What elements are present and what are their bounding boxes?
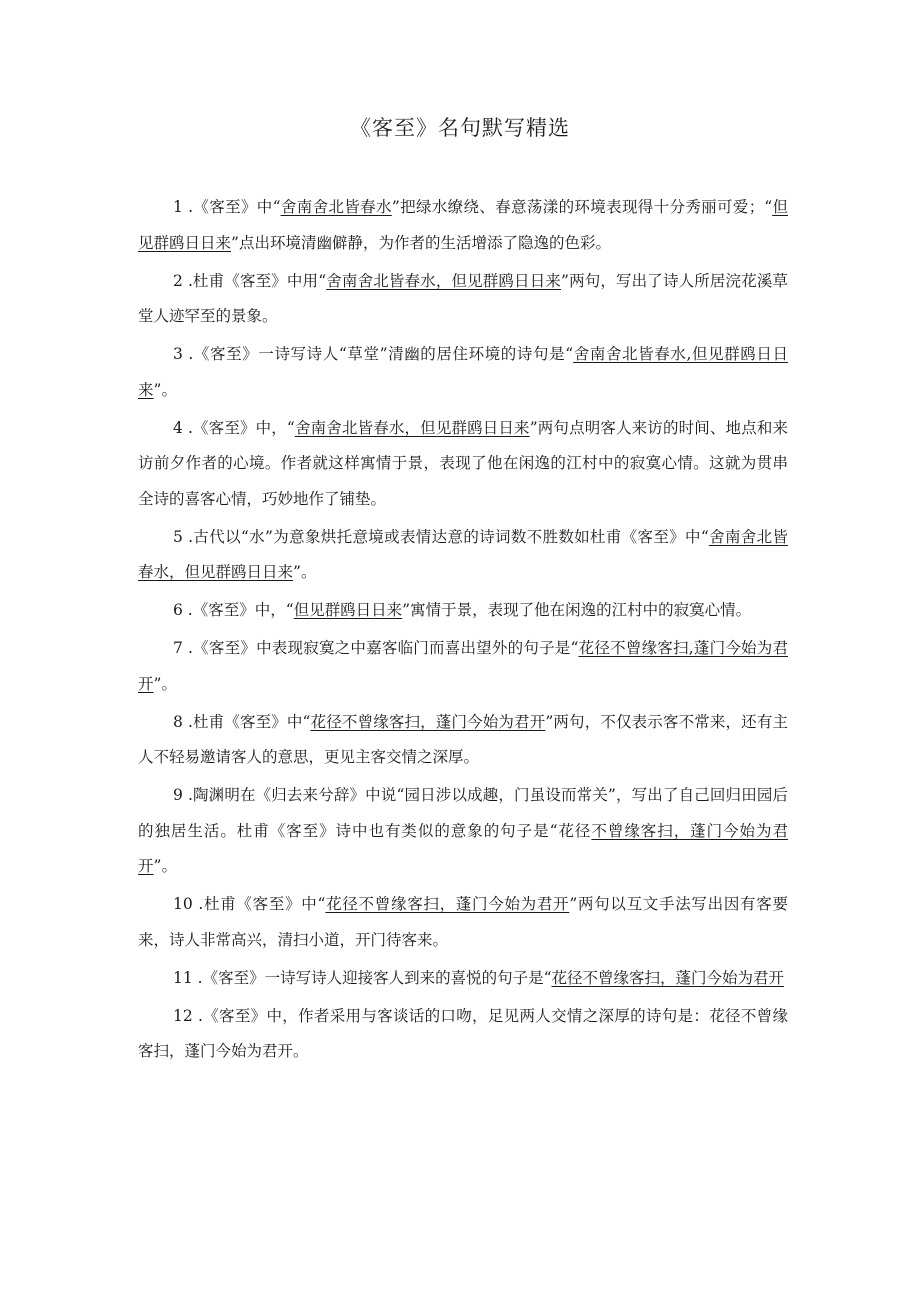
question-text: .《客至》中，“: [182, 601, 294, 619]
question-item: [138, 593, 788, 629]
question-text: .《客至》一诗写诗人“草堂”清幽的居住环境的诗句是“: [182, 345, 574, 363]
question-text: ”两句，写出了诗人所居浣花溪草堂人迹罕至的景象。: [138, 271, 788, 325]
answer-underlined: 但见群鸥日日来: [138, 198, 788, 252]
question-item: [138, 778, 788, 885]
answer-underlined: 不曾缘客扫，蓬门今始为君开: [138, 821, 788, 875]
question-text: ”两句以互文手法写出因有客要来，诗人非常高兴，清扫小道，开门待客来。: [138, 895, 788, 949]
answer-underlined: 舍南舍北皆春水，但见群鸥日日来: [294, 418, 530, 437]
question-number: 9: [173, 786, 183, 804]
question-number: 7: [173, 639, 183, 657]
question-number: 4: [173, 418, 183, 437]
question-text: .杜甫《客至》中用“: [182, 271, 327, 290]
answer-underlined: 舍南舍北皆春水，但见群鸥日日来: [326, 271, 561, 290]
question-text: .《客至》中“: [182, 198, 281, 216]
question-text: .《客至》中表现寂寞之中嘉客临门而喜出望外的句子是“: [182, 639, 579, 657]
question-text: ”。: [293, 563, 317, 581]
answer-underlined: 花径不曾缘客扫，蓬门今始为君开: [310, 712, 546, 731]
question-item: [138, 411, 788, 518]
question-text: ”。: [153, 380, 177, 399]
question-text: ”两句，不仅表示客不常来，还有主人不轻易邀请客人的意思，更见主客交情之深厚。: [138, 712, 788, 766]
answer-underlined: 花径不曾缘客扫，蓬门今始为君开: [551, 968, 785, 987]
question-item: [138, 337, 788, 408]
question-number: 11: [173, 968, 193, 987]
question-text: .古代以“水”为意象烘托意境或表情达意的诗词数不胜数如杜甫《客至》中“: [182, 527, 709, 546]
answer-underlined: 舍南舍北皆春水: [280, 198, 392, 216]
answer-underlined: 舍南舍北皆春水,但见群鸥日日来: [138, 345, 788, 399]
question-item: [138, 999, 788, 1070]
question-number: 8: [173, 712, 183, 731]
question-text: .《客至》中，作者采用与客谈话的口吻，足见两人交情之深厚的诗句是：花径不曾缘客扫，蓬门今始为君开。: [138, 1006, 788, 1060]
question-text: ”。: [153, 674, 177, 693]
question-text: ”寓情于景，表现了他在闲逸的江村中的寂寞心情。: [402, 601, 752, 619]
question-item: [138, 264, 788, 335]
question-list: [138, 190, 788, 1072]
question-number: 10: [173, 895, 193, 913]
question-text: ”。: [153, 857, 177, 875]
question-number: 6: [173, 601, 183, 619]
question-text: ”两句点明客人来访的时间、地点和来访前夕作者的心境。作者就这样寓情于景，表现了他在闲逸的江村中的寂寞心情。这就为贯串全诗的喜客心情，巧妙地作了铺垫。: [138, 418, 788, 508]
question-item: [138, 705, 788, 776]
question-text: .《客至》中，“: [182, 418, 295, 437]
answer-underlined: 花径不曾缘客扫,蓬门今始为君开: [138, 639, 788, 693]
question-number: 3: [173, 345, 183, 363]
question-text: .杜甫《客至》中“: [182, 712, 311, 731]
question-text: .陶渊明在《归去来兮辞》中说“园日涉以成趣，门虽设而常关”，写出了自己回归田园后的独居生活。杜甫《客至》诗中也有类似的意象的句子是“花径: [138, 786, 788, 840]
question-text: .《客至》一诗写诗人迎接客人到来的喜悦的句子是“: [192, 968, 552, 987]
question-item: [138, 631, 788, 702]
question-number: 2: [173, 271, 183, 290]
question-item: [138, 961, 788, 997]
question-text: .杜甫《客至》中“: [192, 895, 326, 913]
question-number: 1: [173, 198, 183, 216]
document-title: 《客至》名句默写精选: [350, 116, 570, 140]
question-number: 5: [173, 527, 183, 546]
question-text: ”点出环境清幽僻静，为作者的生活增添了隐逸的色彩。: [231, 233, 611, 252]
answer-underlined: 花径不曾缘客扫，蓬门今始为君开: [325, 895, 570, 913]
question-item: [138, 520, 788, 591]
answer-underlined: 舍南舍北皆春水，但见群鸥日日来: [138, 527, 788, 581]
question-number: 12: [173, 1006, 193, 1025]
question-text: ”把绿水缭绕、春意荡漾的环境表现得十分秀丽可爱；“: [391, 198, 773, 216]
question-item: [138, 190, 788, 261]
answer-underlined: 但见群鸥日日来: [293, 601, 403, 619]
question-item: [138, 887, 788, 958]
